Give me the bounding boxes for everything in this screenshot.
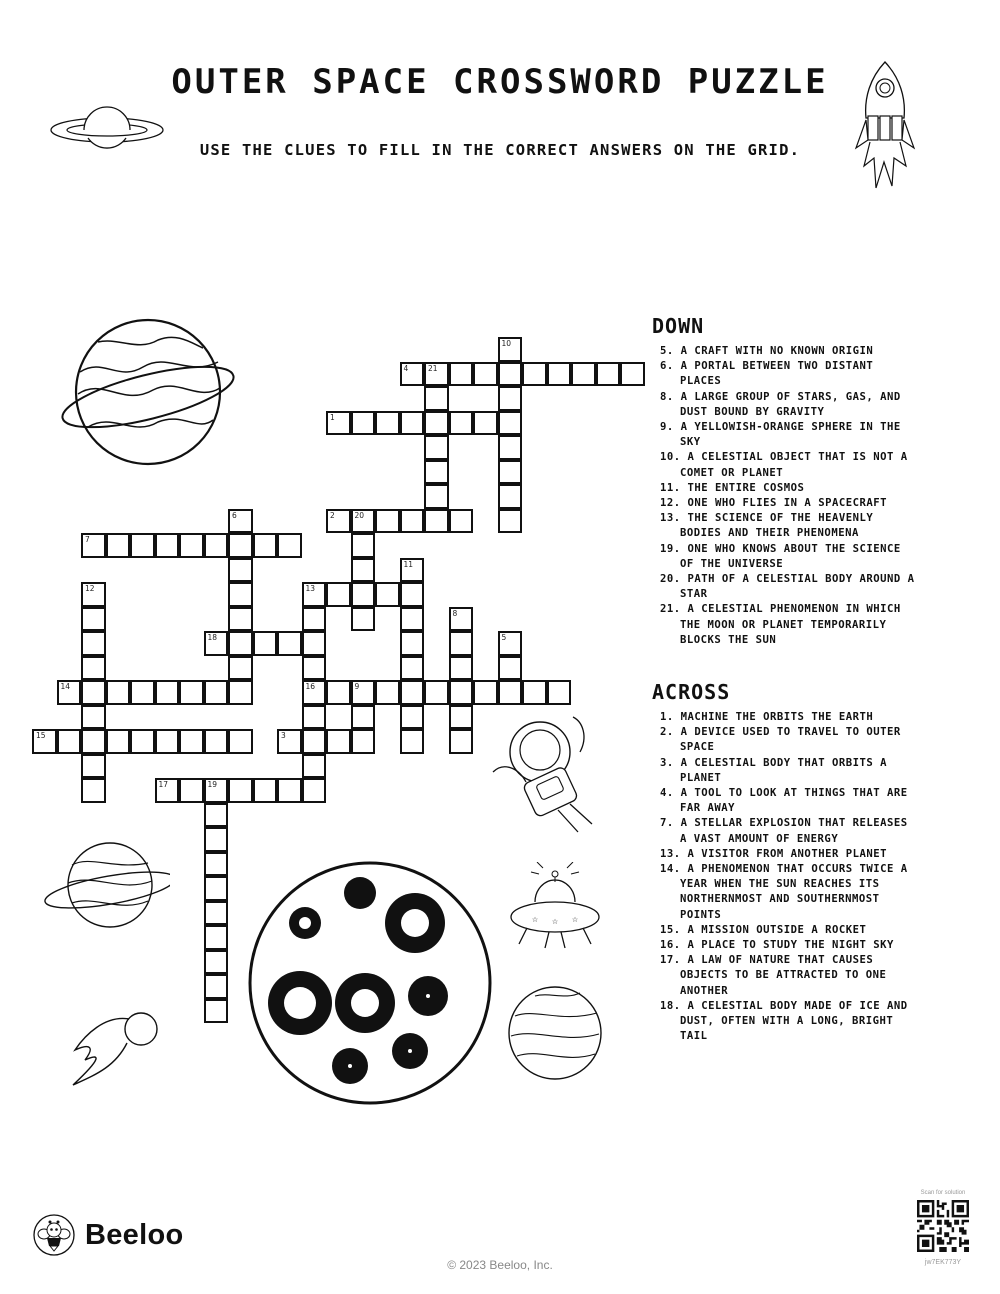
grid-cell[interactable] xyxy=(130,729,155,754)
grid-cell[interactable] xyxy=(449,631,474,656)
clue-number: 5 xyxy=(501,633,507,642)
grid-cell[interactable] xyxy=(204,729,229,754)
down-clue: 6. A PORTAL BETWEEN TWO DISTANT PLACES xyxy=(660,360,874,388)
grid-cell[interactable] xyxy=(204,631,229,656)
grid-cell[interactable] xyxy=(400,631,425,656)
grid-cell[interactable] xyxy=(204,533,229,558)
grid-cell[interactable] xyxy=(424,362,449,387)
clue-number: 17 xyxy=(158,780,169,789)
grid-cell[interactable] xyxy=(449,509,474,534)
grid-cell[interactable] xyxy=(277,533,302,558)
clue-number: 3 xyxy=(281,731,286,740)
grid-cell[interactable] xyxy=(253,778,278,803)
down-clue: 12. ONE WHO FLIES IN A SPACECRAFT xyxy=(660,497,887,510)
qr-code-id: jw7EK773Y xyxy=(924,1259,962,1266)
clue-number: 12 xyxy=(85,584,95,593)
grid-cell[interactable] xyxy=(375,411,400,436)
page-title: OUTER SPACE CROSSWORD PUZZLE xyxy=(171,62,829,102)
grid-cell[interactable] xyxy=(375,509,400,534)
across-clue: 16. A PLACE TO STUDY THE NIGHT SKY xyxy=(660,939,894,952)
grid-cell[interactable] xyxy=(32,729,57,754)
grid-cell[interactable] xyxy=(302,631,327,656)
grid-cell[interactable] xyxy=(228,656,253,681)
grid-cell[interactable] xyxy=(228,631,253,656)
grid-cell[interactable] xyxy=(498,631,523,656)
grid-cell[interactable] xyxy=(228,729,253,754)
down-clue: 11. THE ENTIRE COSMOS xyxy=(660,481,805,494)
grid-cell[interactable] xyxy=(351,607,376,632)
across-clue-list xyxy=(652,710,920,1044)
qr-code-icon[interactable] xyxy=(917,1200,969,1252)
clue-number: 20 xyxy=(354,510,365,520)
grid-cell[interactable] xyxy=(473,411,498,436)
grid-cell[interactable] xyxy=(400,558,425,583)
across-clue: 3. A CELESTIAL BODY THAT ORBITS A PLANET xyxy=(660,756,887,784)
across-clue: 7. A STELLAR EXPLOSION THAT RELEASES A VAST AMOUNT OF ENERGY xyxy=(660,817,908,845)
clue-number: 16 xyxy=(305,682,316,691)
grid-cell[interactable] xyxy=(228,582,253,607)
grid-cell[interactable] xyxy=(179,533,204,558)
across-clue: 14. A PHENOMENON THAT OCCURS TWICE A YEAR WHEN THE SUN REACHES ITS NORTHERNMOST AND SOUTHERNMOST POINTS xyxy=(660,863,908,921)
svg-text:☆: ☆ xyxy=(531,914,539,925)
grid-cell[interactable] xyxy=(81,680,106,705)
grid-cell[interactable] xyxy=(400,582,425,607)
grid-cell[interactable] xyxy=(277,778,302,803)
grid-cell[interactable] xyxy=(424,411,449,436)
grid-cell[interactable] xyxy=(620,362,645,387)
grid-cell[interactable] xyxy=(302,656,327,681)
clue-number: 19 xyxy=(207,780,218,789)
clue-number: 18 xyxy=(207,633,218,642)
grid-cell[interactable] xyxy=(400,680,425,705)
copyright: © 2023 Beeloo, Inc. xyxy=(447,1258,553,1272)
bee-logo-icon xyxy=(33,1214,75,1256)
grid-cell[interactable] xyxy=(424,435,449,460)
grid-cell[interactable] xyxy=(204,974,229,999)
grid-cell[interactable] xyxy=(547,680,572,705)
grid-cell[interactable] xyxy=(179,729,204,754)
clue-number: 7 xyxy=(85,535,90,544)
grid-cell[interactable] xyxy=(400,656,425,681)
grid-cell[interactable] xyxy=(326,509,351,534)
grid-cell[interactable] xyxy=(81,607,106,632)
grid-cell[interactable] xyxy=(253,631,278,656)
clue-number: 2 xyxy=(330,510,335,520)
down-clue: 19. ONE WHO KNOWS ABOUT THE SCIENCE OF THE UNIVERSE xyxy=(660,542,901,570)
clue-number: 6 xyxy=(232,510,237,520)
qr-caption: Scan for solution xyxy=(920,1190,966,1196)
grid-cell[interactable] xyxy=(400,705,425,730)
grid-cell[interactable] xyxy=(449,607,474,632)
down-clue: 8. A LARGE GROUP OF STARS, GAS, AND DUST BOUND BY GRAVITY xyxy=(660,390,901,418)
across-clue: 4. A TOOL TO LOOK AT THINGS THAT ARE FAR AWAY xyxy=(660,787,908,815)
grid-cell[interactable] xyxy=(449,411,474,436)
grid-cell[interactable] xyxy=(424,680,449,705)
grid-cell[interactable] xyxy=(351,411,376,436)
grid-cell[interactable] xyxy=(522,362,547,387)
grid-cell[interactable] xyxy=(204,827,229,852)
grid-cell[interactable] xyxy=(228,680,253,705)
grid-cell[interactable] xyxy=(449,705,474,730)
clue-number: 4 xyxy=(403,363,409,373)
down-heading: DOWN xyxy=(652,314,705,338)
grid-cell[interactable] xyxy=(424,386,449,411)
across-clue: 13. A VISITOR FROM ANOTHER PLANET xyxy=(660,847,887,860)
grid-cell[interactable] xyxy=(400,729,425,754)
grid-cell[interactable] xyxy=(81,631,106,656)
grid-cell[interactable] xyxy=(204,680,229,705)
grid-cell[interactable] xyxy=(400,509,425,534)
grid-cell[interactable] xyxy=(204,852,229,877)
grid-cell[interactable] xyxy=(204,778,229,803)
clue-number: 15 xyxy=(36,731,46,740)
grid-cell[interactable] xyxy=(130,680,155,705)
grid-cell[interactable] xyxy=(400,362,425,387)
grid-cell[interactable] xyxy=(498,362,523,387)
clue-number: 1 xyxy=(330,412,335,422)
grid-cell[interactable] xyxy=(228,558,253,583)
grid-cell[interactable] xyxy=(204,876,229,901)
grid-cell[interactable] xyxy=(302,582,327,607)
grid-cell[interactable] xyxy=(596,362,621,387)
brand-name: Beeloo xyxy=(85,1218,184,1251)
grid-cell[interactable] xyxy=(498,460,523,485)
grid-cell[interactable] xyxy=(204,950,229,975)
grid-cell[interactable] xyxy=(155,533,180,558)
grid-cell[interactable] xyxy=(155,680,180,705)
grid-cell[interactable] xyxy=(351,705,376,730)
grid-cell[interactable] xyxy=(57,729,82,754)
grid-cell[interactable] xyxy=(253,533,278,558)
grid-cell[interactable] xyxy=(351,729,376,754)
page-subtitle: USE THE CLUES TO FILL IN THE CORRECT ANSWERS ON THE GRID. xyxy=(199,141,801,159)
across-clue: 18. A CELESTIAL BODY MADE OF ICE AND DUST, OFTEN WITH A LONG, BRIGHT TAIL xyxy=(660,999,908,1043)
grid-cell[interactable] xyxy=(375,680,400,705)
grid-cell[interactable] xyxy=(155,729,180,754)
clue-number: 9 xyxy=(354,682,360,691)
grid-cell[interactable] xyxy=(326,582,351,607)
grid-cell[interactable] xyxy=(81,729,106,754)
down-clues-section xyxy=(652,314,920,648)
grid-cell[interactable] xyxy=(498,337,523,362)
grid-cell[interactable] xyxy=(449,729,474,754)
grid-cell[interactable] xyxy=(351,509,376,534)
grid-cell[interactable] xyxy=(302,754,327,779)
grid-cell[interactable] xyxy=(375,582,400,607)
grid-cell[interactable] xyxy=(351,582,376,607)
clue-number: 11 xyxy=(403,559,414,569)
grid-cell[interactable] xyxy=(81,582,106,607)
across-heading: ACROSS xyxy=(652,680,731,704)
clue-number: 21 xyxy=(428,363,438,373)
grid-cell[interactable] xyxy=(204,901,229,926)
down-clue: 21. A CELESTIAL PHENOMENON IN WHICH THE MOON OR PLANET TEMPORARILY BLOCKS THE SUN xyxy=(660,603,901,646)
svg-text:☆: ☆ xyxy=(571,914,579,925)
grid-cell[interactable] xyxy=(130,533,155,558)
grid-cell[interactable] xyxy=(326,729,351,754)
grid-cell[interactable] xyxy=(228,778,253,803)
grid-cell[interactable] xyxy=(449,362,474,387)
grid-cell[interactable] xyxy=(302,607,327,632)
grid-cell[interactable] xyxy=(179,778,204,803)
grid-cell[interactable] xyxy=(351,558,376,583)
grid-cell[interactable] xyxy=(179,680,204,705)
grid-cell[interactable] xyxy=(498,509,523,534)
grid-cell[interactable] xyxy=(81,533,106,558)
clue-number: 10 xyxy=(501,339,512,348)
grid-cell[interactable] xyxy=(498,386,523,411)
grid-cell[interactable] xyxy=(400,411,425,436)
clue-number: 8 xyxy=(452,608,458,618)
grid-cell[interactable] xyxy=(424,484,449,509)
grid-cell[interactable] xyxy=(228,509,253,534)
grid-cell[interactable] xyxy=(302,705,327,730)
grid-cell[interactable] xyxy=(522,680,547,705)
grid-cell[interactable] xyxy=(277,631,302,656)
across-clue: 1. MACHINE THE ORBITS THE EARTH xyxy=(660,711,874,723)
clue-number: 13 xyxy=(305,584,316,593)
grid-cell[interactable] xyxy=(473,680,498,705)
down-clue: 5. A CRAFT WITH NO KNOWN ORIGIN xyxy=(660,345,874,357)
across-clue: 2. A DEVICE USED TO TRAVEL TO OUTER SPACE xyxy=(660,726,901,754)
grid-cell[interactable] xyxy=(302,680,327,705)
down-clue: 10. A CELESTIAL OBJECT THAT IS NOT A COMET OR PLANET xyxy=(660,451,908,479)
grid-cell[interactable] xyxy=(204,925,229,950)
grid-cell[interactable] xyxy=(302,729,327,754)
grid-cell[interactable] xyxy=(498,484,523,509)
grid-cell[interactable] xyxy=(81,754,106,779)
grid-cell[interactable] xyxy=(204,803,229,828)
across-clues-section xyxy=(652,680,920,1044)
grid-cell[interactable] xyxy=(326,411,351,436)
grid-cell[interactable] xyxy=(204,999,229,1024)
grid-cell[interactable] xyxy=(81,778,106,803)
grid-cell[interactable] xyxy=(547,362,572,387)
grid-cell[interactable] xyxy=(498,411,523,436)
grid-cell[interactable] xyxy=(326,680,351,705)
brand-logo xyxy=(33,1214,184,1256)
grid-cell[interactable] xyxy=(449,680,474,705)
down-clue: 13. THE SCIENCE OF THE HEAVENLY BODIES AND THEIR PHENOMENA xyxy=(660,512,874,540)
grid-cell[interactable] xyxy=(228,607,253,632)
grid-cell[interactable] xyxy=(302,778,327,803)
grid-cell[interactable] xyxy=(57,680,82,705)
grid-cell[interactable] xyxy=(351,533,376,558)
grid-cell[interactable] xyxy=(571,362,596,387)
grid-cell[interactable] xyxy=(498,680,523,705)
solution-qr[interactable] xyxy=(913,1190,973,1266)
grid-cell[interactable] xyxy=(449,656,474,681)
grid-cell[interactable] xyxy=(424,509,449,534)
down-clue: 9. A YELLOWISH-ORANGE SPHERE IN THE SKY xyxy=(660,421,901,449)
grid-cell[interactable] xyxy=(473,362,498,387)
grid-cell[interactable] xyxy=(351,680,376,705)
grid-cell[interactable] xyxy=(400,607,425,632)
grid-cell[interactable] xyxy=(277,729,302,754)
across-clue: 15. A MISSION OUTSIDE A ROCKET xyxy=(660,923,867,936)
grid-cell[interactable] xyxy=(155,778,180,803)
down-clue: 20. PATH OF A CELESTIAL BODY AROUND A STAR xyxy=(660,573,915,601)
across-clue: 17. A LAW OF NATURE THAT CAUSES OBJECTS TO BE ATTRACTED TO ONE ANOTHER xyxy=(660,954,887,997)
down-clue-list xyxy=(652,344,920,648)
grid-cell[interactable] xyxy=(106,680,131,705)
grid-cell[interactable] xyxy=(498,656,523,681)
clue-number: 14 xyxy=(60,682,71,691)
grid-cell[interactable] xyxy=(106,533,131,558)
grid-cell[interactable] xyxy=(228,533,253,558)
svg-text:☆: ☆ xyxy=(551,916,559,927)
grid-cell[interactable] xyxy=(81,705,106,730)
grid-cell[interactable] xyxy=(81,656,106,681)
grid-cell[interactable] xyxy=(424,460,449,485)
grid-cell[interactable] xyxy=(498,435,523,460)
grid-cell[interactable] xyxy=(106,729,131,754)
